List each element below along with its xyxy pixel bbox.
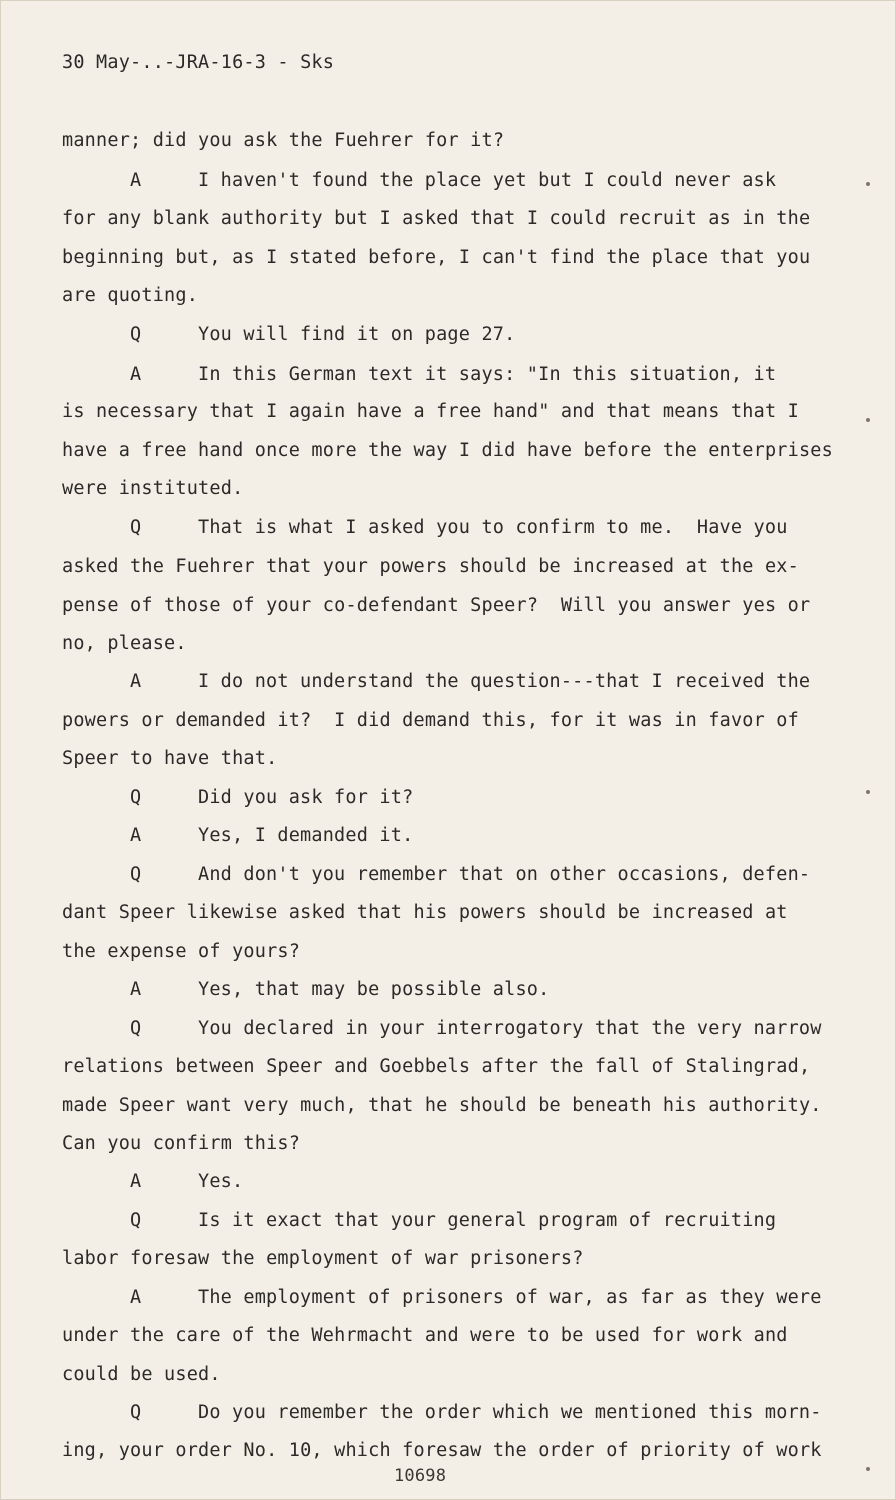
speaker-marker: Q <box>130 324 142 345</box>
transcript-line: are quoting. <box>62 285 199 306</box>
speaker-line <box>130 981 549 1000</box>
transcript-line: Speer to have that. <box>62 748 278 769</box>
document-header: 30 May-..-JRA-16-3 - Sks <box>62 52 335 73</box>
transcript-line: is necessary that I again have a free hand" and that means that I <box>62 401 799 422</box>
speaker-marker: Q <box>130 787 142 808</box>
speaker-line <box>130 1289 822 1308</box>
transcript-line: asked the Fuehrer that your powers should be increased at the ex- <box>62 556 799 577</box>
transcript-line: under the care of the Wehrmacht and were to be used for work and <box>62 1325 788 1346</box>
speaker-marker: A <box>130 1171 142 1192</box>
edge-mark <box>866 790 870 794</box>
transcript-line: And don't you remember that on other occasions, defen- <box>198 864 811 885</box>
speaker-line <box>130 827 413 846</box>
transcript-line: made Speer want very much, that he should be beneath his authority. <box>62 1095 822 1116</box>
transcript-line: powers or demanded it? I did demand this, for it was in favor of <box>62 710 799 731</box>
transcript-line: beginning but, as I stated before, I can't find the place that you <box>62 247 811 268</box>
transcript-line: were instituted. <box>62 478 244 499</box>
transcript-line: Can you confirm this? <box>62 1133 301 1154</box>
speaker-marker: A <box>130 1287 142 1308</box>
transcript-line: Did you ask for it? <box>198 787 414 808</box>
speaker-marker: Q <box>130 864 142 885</box>
transcript-line: manner; did you ask the Fuehrer for it? <box>62 130 505 151</box>
speaker-marker: Q <box>130 1402 142 1423</box>
transcript-line: no, please. <box>62 633 187 654</box>
edge-mark <box>866 418 870 422</box>
transcript-line: Is it exact that your general program of recruiting <box>198 1210 777 1231</box>
speaker-line <box>130 1404 822 1423</box>
transcript-line: for any blank authority but I asked that I could recruit as in the <box>62 208 811 229</box>
speaker-marker: A <box>130 364 142 385</box>
edge-mark <box>866 1467 870 1471</box>
transcript-line: Yes, that may be possible also. <box>198 979 550 1000</box>
speaker-marker: Q <box>130 1210 142 1231</box>
speaker-marker: Q <box>130 1018 142 1039</box>
speaker-line <box>130 673 810 692</box>
transcript-line: Yes, I demanded it. <box>198 825 414 846</box>
speaker-line <box>130 366 776 385</box>
transcript-line: I do not understand the question---that I received the <box>198 671 811 692</box>
edge-mark <box>866 182 870 186</box>
speaker-line <box>130 1020 822 1039</box>
speaker-line <box>130 789 413 808</box>
transcript-line: The employment of prisoners of war, as far as they were <box>198 1287 822 1308</box>
speaker-line <box>130 326 515 345</box>
transcript-line: Do you remember the order which we mentioned this morn- <box>198 1402 822 1423</box>
transcript-line: That is what I asked you to confirm to me. Have you <box>198 517 788 538</box>
transcript-line: have a free hand once more the way I did have before the enterprises <box>62 440 833 461</box>
speaker-line <box>130 1173 243 1192</box>
transcript-line: In this German text it says: "In this situation, it <box>198 364 777 385</box>
speaker-line <box>130 172 776 191</box>
transcript-line: dant Speer likewise asked that his powers should be increased at <box>62 902 788 923</box>
speaker-line <box>130 866 810 885</box>
transcript-line: You declared in your interrogatory that the very narrow <box>198 1018 822 1039</box>
paper-edge-marks <box>866 0 872 1500</box>
transcript-line: ing, your order No. 10, which foresaw the order of priority of work <box>62 1440 822 1461</box>
speaker-line <box>130 519 788 538</box>
transcript-line: pense of those of your co-defendant Speer? Will you answer yes or <box>62 595 811 616</box>
speaker-marker: A <box>130 671 142 692</box>
speaker-marker: A <box>130 170 142 191</box>
transcript-line: You will find it on page 27. <box>198 324 516 345</box>
transcript-line: could be used. <box>62 1364 221 1385</box>
speaker-marker: A <box>130 979 142 1000</box>
speaker-line <box>130 1212 776 1231</box>
transcript-line: relations between Speer and Goebbels after the fall of Stalingrad, <box>62 1056 811 1077</box>
page-number: 10698 <box>394 1466 447 1486</box>
speaker-marker: Q <box>130 517 142 538</box>
speaker-marker: A <box>130 825 142 846</box>
transcript-line: Yes. <box>198 1171 244 1192</box>
transcript-line: I haven't found the place yet but I could never ask <box>198 170 777 191</box>
transcript-line: labor foresaw the employment of war prisoners? <box>62 1248 584 1269</box>
transcript-line: the expense of yours? <box>62 941 301 962</box>
